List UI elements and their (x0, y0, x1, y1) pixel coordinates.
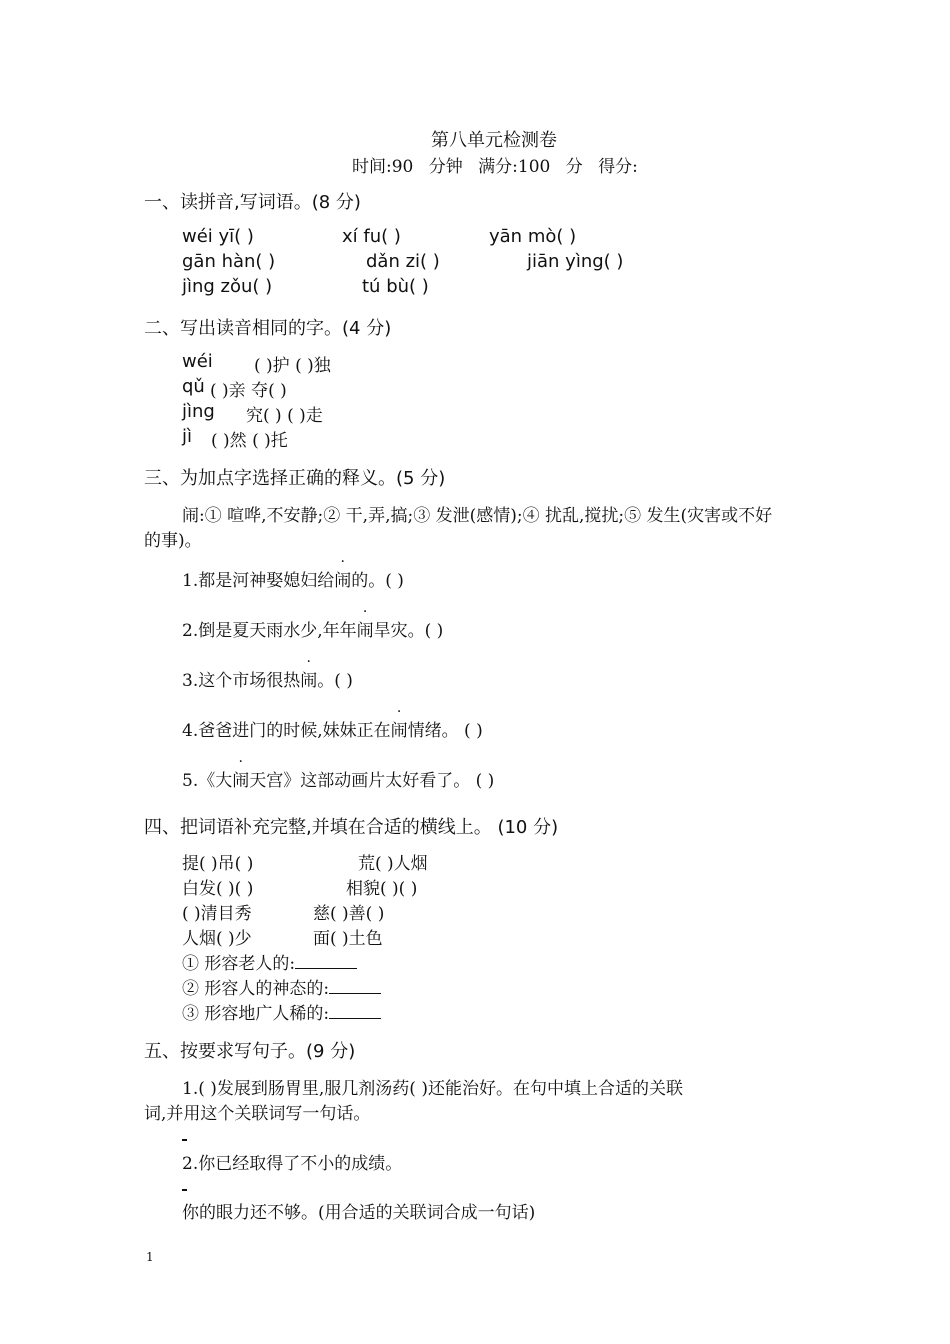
homophone-chars: 究( ) ( )走 (246, 406, 323, 426)
pinyin-item: jiān yìng( ) (527, 251, 624, 272)
definition-text: 闹:① 喧哗,不安静;② 干,弄,搞;③ 发泄(感情);④ 扰乱,搅扰;⑤ 发生(灾害或不好 (182, 506, 773, 526)
answer-blank[interactable] (329, 1002, 381, 1019)
section-5-heading: 五、按要求写句子。(9 分) (144, 1041, 356, 1062)
answer-mark (182, 1189, 187, 1191)
page-number: 1 (146, 1250, 154, 1264)
page-title: 第八单元检测卷 (431, 130, 557, 151)
idiom-item: 荒( )人烟 (358, 854, 428, 874)
fill-line: ② 形容人的神态的: (182, 974, 381, 999)
idiom-item: 白发( )( ) (182, 879, 254, 899)
homophone-chars: ( )亲 夺( ) (210, 381, 287, 401)
question-line: 3.这个市场很热闹。( ) (182, 666, 353, 691)
idiom-item: ( )清目秀 (182, 904, 252, 924)
section-1-heading: 一、读拼音,写词语。(8 分) (144, 192, 361, 213)
question-line: 2.你已经取得了不小的成绩。 (182, 1154, 403, 1174)
pinyin-item: wéi yī( ) (182, 226, 254, 247)
pinyin-item: tú bù( ) (362, 276, 429, 297)
dotted-char: 闹 (390, 721, 408, 741)
question-line: 1.都是河神娶媳妇给闹的。( ) (182, 566, 404, 591)
definition-text: 的事)。 (144, 531, 202, 551)
question-line: 5.《大闹天宫》这部动画片太好看了。 ( ) (182, 766, 494, 791)
question-line: 1.( )发展到肠胃里,服几剂汤药( )还能治好。在句中填上合适的关联 (182, 1079, 683, 1099)
pinyin-item: jìng zǒu( ) (182, 276, 273, 297)
answer-blank[interactable] (295, 952, 357, 969)
homophone-pinyin: qǔ (182, 376, 205, 397)
idiom-item: 相貌( )( ) (346, 879, 418, 899)
pinyin-item: dǎn zi( ) (366, 251, 440, 272)
idiom-item: 面( )土色 (313, 929, 383, 949)
homophone-chars: ( )然 ( )托 (211, 431, 288, 451)
question-line: 2.倒是夏天雨水少,年年闹旱灾。( ) (182, 616, 443, 641)
fill-line: ① 形容老人的: (182, 949, 357, 974)
section-4-heading: 四、把词语补充完整,并填在合适的横线上。 (10 分) (144, 817, 559, 838)
dotted-char: 闹 (334, 571, 352, 591)
dotted-char: 闹 (356, 621, 374, 641)
section-2-heading: 二、写出读音相同的字。(4 分) (144, 318, 392, 339)
section-3-heading: 三、为加点字选择正确的释义。(5 分) (144, 468, 446, 489)
pinyin-item: yān mò( ) (489, 226, 577, 247)
exam-info: 时间:90 分钟 满分:100 分 得分: (352, 157, 638, 177)
answer-mark (182, 1139, 187, 1141)
homophone-pinyin: jìng (182, 401, 215, 422)
question-line: 4.爸爸进门的时候,妹妹正在闹情绪。 ( ) (182, 716, 483, 741)
idiom-item: 提( )吊( ) (182, 854, 254, 874)
fill-line: ③ 形容地广人稀的: (182, 999, 381, 1024)
dotted-char: 闹 (300, 671, 318, 691)
answer-blank[interactable] (329, 977, 381, 994)
idiom-item: 慈( )善( ) (313, 904, 385, 924)
idiom-item: 人烟( )少 (182, 929, 252, 949)
pinyin-item: xí fu( ) (342, 226, 401, 247)
homophone-pinyin: jì (182, 426, 193, 447)
question-line: 词,并用这个关联词写一句话。 (144, 1104, 371, 1124)
homophone-pinyin: wéi (182, 351, 213, 372)
homophone-chars: ( )护 ( )独 (254, 356, 331, 376)
pinyin-item: gān hàn( ) (182, 251, 276, 272)
dotted-char: 闹 (232, 771, 250, 791)
question-line: 你的眼力还不够。(用合适的关联词合成一句话) (182, 1203, 536, 1223)
